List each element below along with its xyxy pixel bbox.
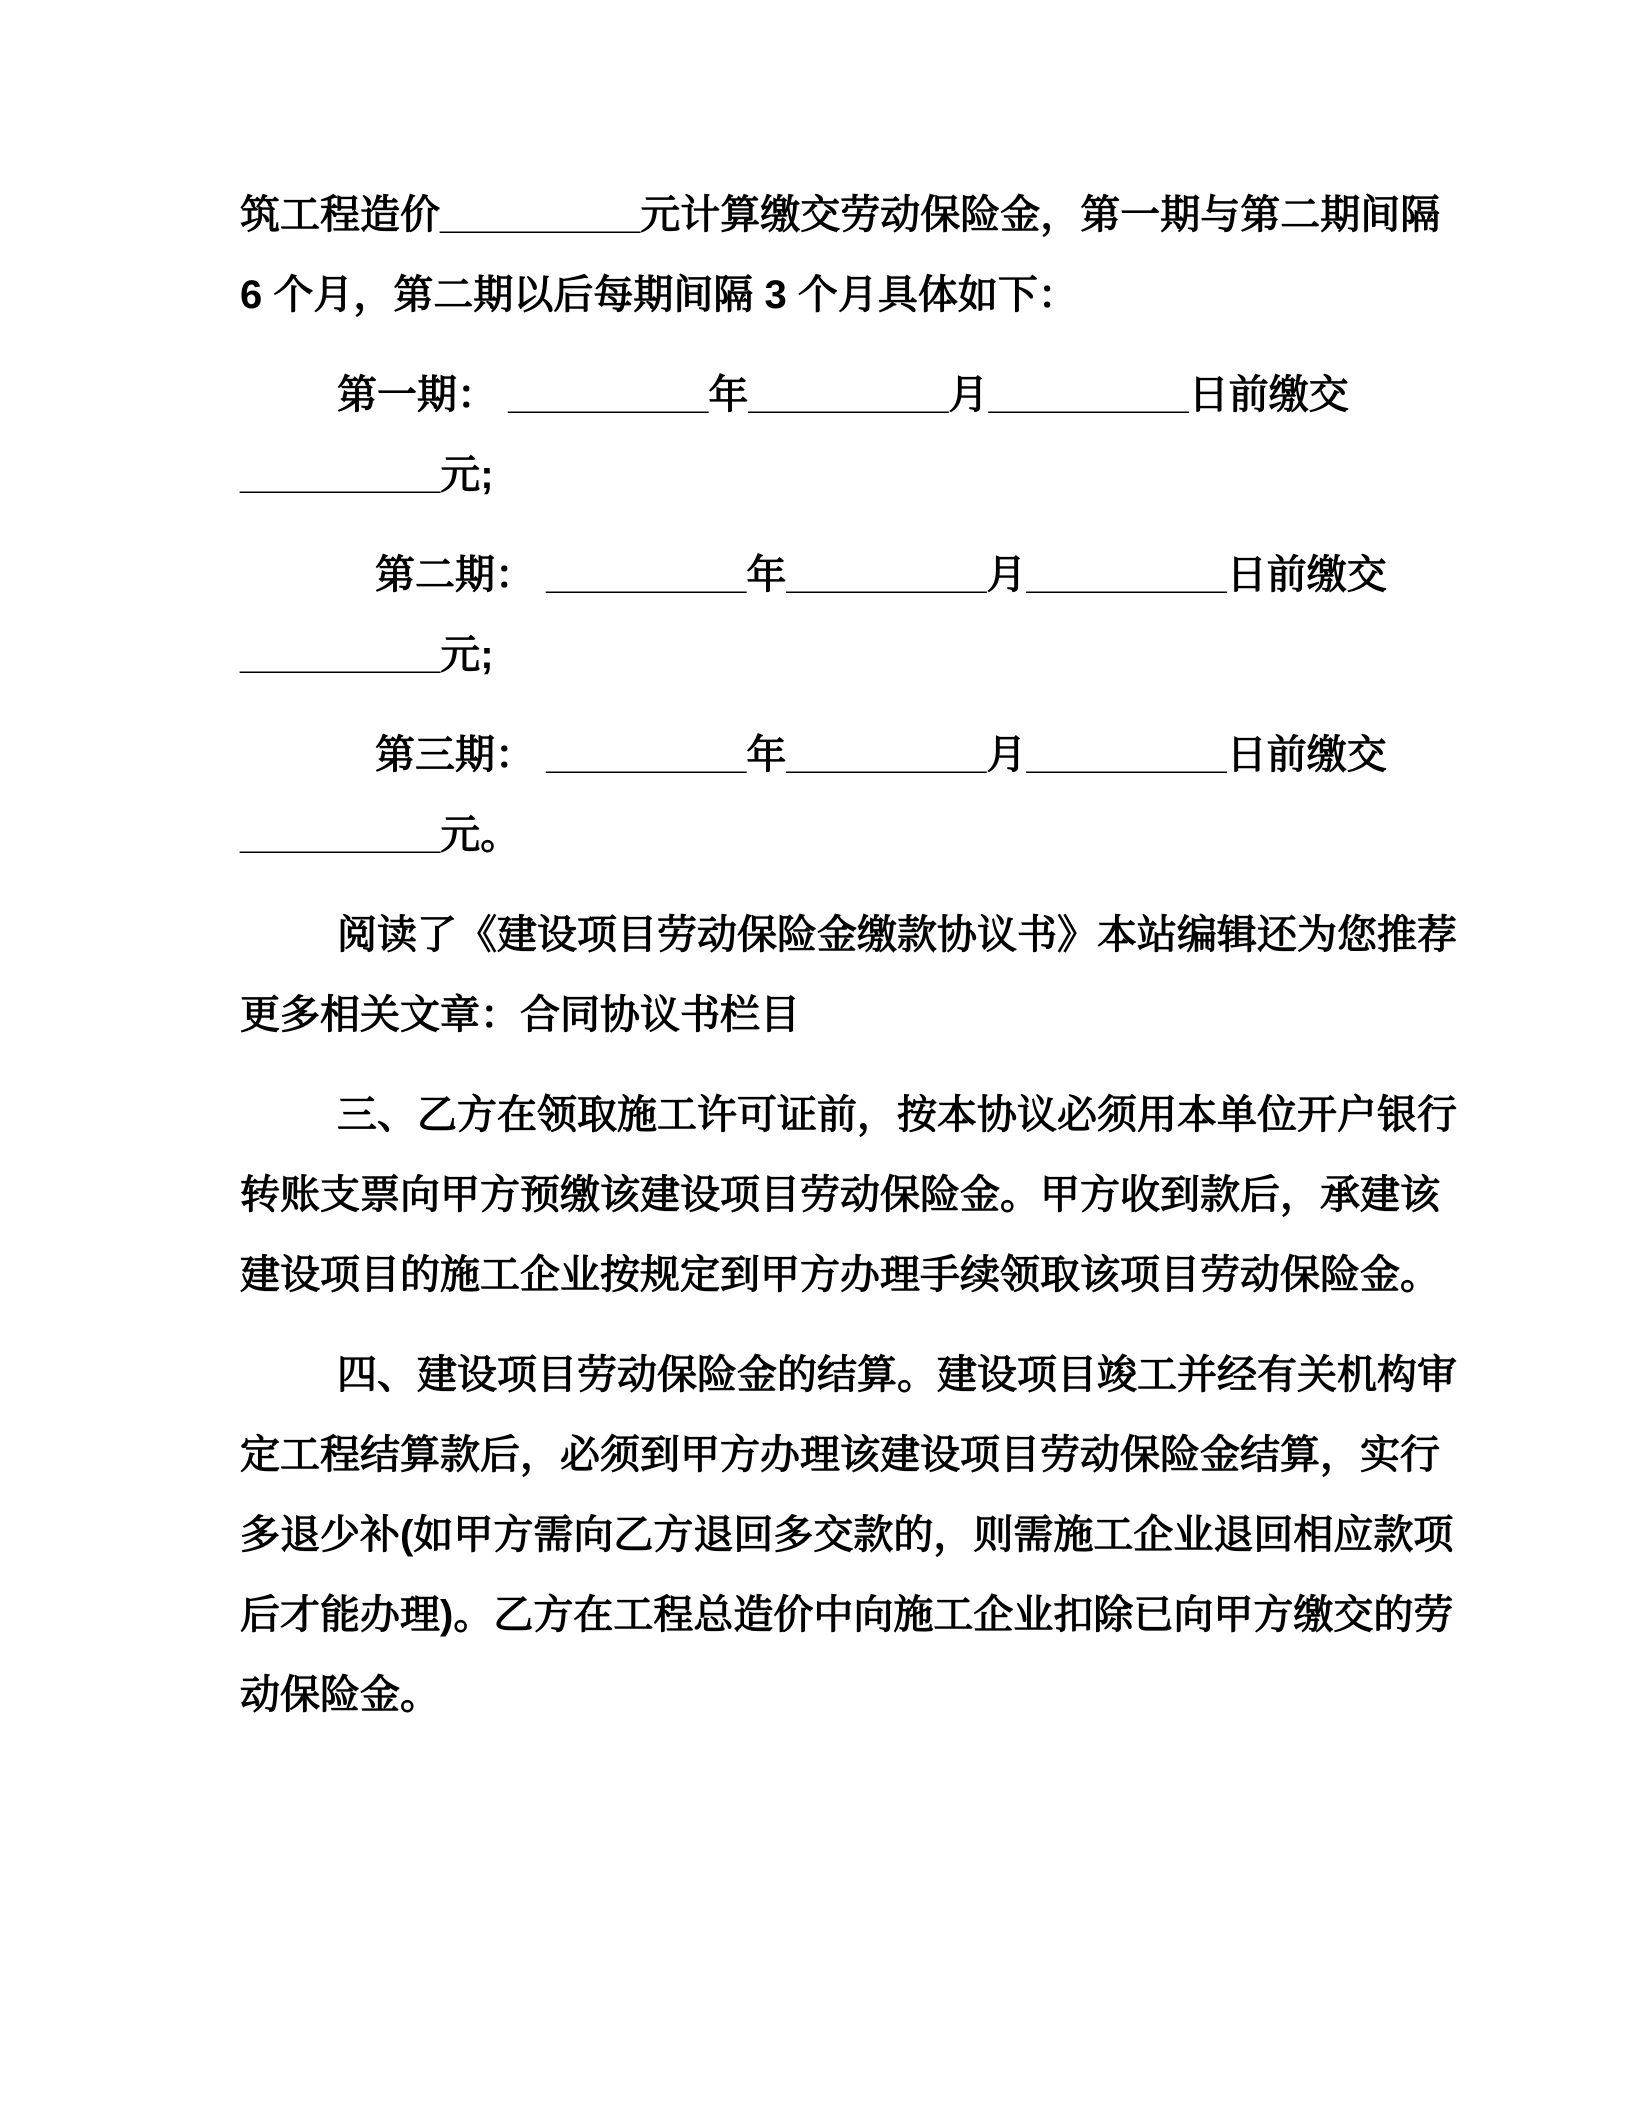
doc-line-9: 阅读了《建设项目劳动保险金缴款协议书》本站编辑还为您推荐 xyxy=(337,913,1457,957)
doc-line-16: 多退少补(如甲方需向乙方退回多交款的，则需施工企业退回相应款项 xyxy=(240,1513,1454,1557)
doc-line-11: 三、乙方在领取施工许可证前，按本协议必须用本单位开户银行 xyxy=(337,1093,1457,1137)
doc-line-6: _________元; xyxy=(240,633,494,677)
doc-line-17: 后才能办理)。乙方在工程总造价中向施工企业扣除已向甲方缴交的劳 xyxy=(240,1593,1454,1637)
doc-line-10: 更多相关文章：合同协议书栏目 xyxy=(240,993,800,1037)
doc-line-7: 第三期： _________年_________月_________日前缴交 xyxy=(375,733,1387,777)
doc-line-8: _________元。 xyxy=(240,813,521,857)
doc-line-3: 第一期： _________年_________月_________日前缴交 xyxy=(337,373,1349,417)
doc-line-14: 四、建设项目劳动保险金的结算。建设项目竣工并经有关机构审 xyxy=(337,1353,1457,1397)
doc-line-2: 6 个月，第二期以后每期间隔 3 个月具体如下： xyxy=(240,273,1078,317)
doc-line-12: 转账支票向甲方预缴该建设项目劳动保险金。甲方收到款后，承建该 xyxy=(240,1173,1440,1217)
doc-line-4: _________元; xyxy=(240,453,494,497)
doc-line-13: 建设项目的施工企业按规定到甲方办理手续领取该项目劳动保险金。 xyxy=(240,1253,1440,1297)
doc-line-5: 第二期： _________年_________月_________日前缴交 xyxy=(375,553,1387,597)
doc-line-18: 动保险金。 xyxy=(240,1673,440,1717)
doc-line-15: 定工程结算款后，必须到甲方办理该建设项目劳动保险金结算，实行 xyxy=(240,1433,1440,1477)
doc-line-1: 筑工程造价_________元计算缴交劳动保险金，第一期与第二期间隔 xyxy=(240,193,1441,237)
